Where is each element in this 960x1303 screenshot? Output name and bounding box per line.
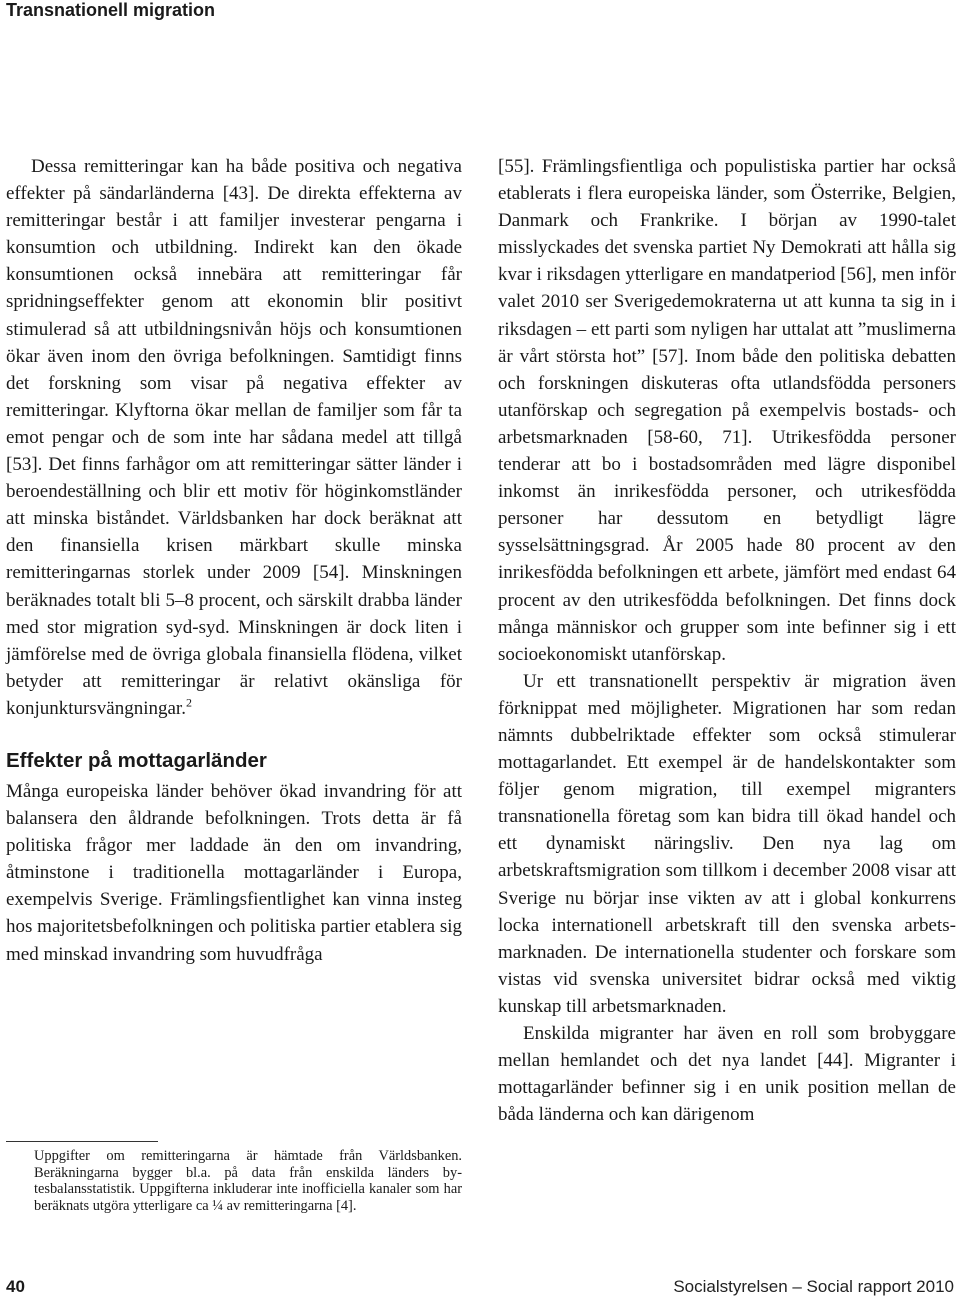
footnote-text: Uppgifter om remitteringarna är hämtade från Världsbanken. Beräkningarna bygger bl.a. på data från enskilda länders bytesbalansstatistik. Uppgifterna inkluderar inte inofficiella kanaler som har beräknats utgöra ytterligare ca ¼ av remitteringarna [4].	[34, 1148, 462, 1214]
footnote	[6, 1148, 462, 1214]
running-header: Transnationell migration	[6, 0, 216, 20]
paragraph: Ur ett transnationellt perspektiv är migration även förknippat med möjligheter. Migrationen har som redan nämnts dubbelriktade effekter som också stimulerar mottagarlandet. Ett exempel är de handelskontakter som följer genom migration, till exempel migranters transnationella företag som kan bidra till ökad handel och ett dynamiskt näringsliv. Den nya lag om arbetskraftsmigration som tillkom i december 2008 visar att Sverige nu börjar inse vikten av att i global konkurrens locka internationell arbetskraft till den svenska arbetsmarknaden. De internationella studenter och forskare som vistas vid svenska universitet bidrar också med viktig kunskap till arbetsmarknaden.	[498, 670, 956, 1017]
right-column	[498, 153, 956, 1128]
paragraph: Enskilda migranter har även en roll som brobyggare mellan hemlandet och det nya landet [44]. Migranter i mottagarländer befinner sig i en unik position mellan de båda länderna och kan därigenom	[498, 1023, 956, 1126]
footnote-number	[6, 1148, 34, 1165]
left-column	[6, 153, 462, 968]
paragraph-text: Dessa remitteringar kan ha både positiva och negativa effekter på sändarländerna [43]. De direkta effekterna av remitteringar består i att familjer investerar pengarna i konsumtion och utbildning. Indirekt kan den ökade konsumtionen också innebära att remitteringar får spridningseffekter genom att ekonomin blir positivt stimulerad så att utbildningsnivån höjs och konsumtionen ökar även inom den övriga befolkningen. Samtidigt finns det forskning som visar på negativa effekter av remitteringar. Klyftorna ökar mellan de familjer som får ta emot pengar och de som inte har sådana medel att tillgå [53]. Det finns farhågor om att remitteringar sätter länder i beroendeställning och blir ett motiv för höginkomstländer att minska biståndet. Världsbanken har dock beräknat att den finansiella krisen märkbart skulle minska remitteringarnas storlek under 2009 [54]. Minskningen beräknades totalt bli 5–8 procent, och särskilt drabba länder med stor migration syd-syd. Minskningen är dock liten i jämförelse med de övriga globala finansiella flödena, vilket betyder att remitteringar är relativt okänsliga för konjunktursvängningar.	[6, 156, 462, 719]
page-number: 40	[6, 1277, 25, 1296]
footnote-divider	[6, 1141, 158, 1142]
footnote-ref: 2	[185, 695, 192, 710]
paragraph: Många europeiska länder behöver ökad invandring för att balansera den åldrande befolkningen. Trots detta är få politiska frågor mer laddade än den om invandring, åtminstone i traditionella mottagarländer i Europa, exempelvis Sverige. Främlingsfientlighet kan vinna insteg hos majoritetsbefolkningen och politiska partier etablera sig med minskad invandring som huvudfråga	[6, 780, 462, 965]
paragraph	[6, 153, 462, 722]
paragraph: [55]. Främlingsfientliga och populistiska partier har också etablerats i flera europeiska länder, som Österrike, Belgien, Danmark och Frankrike. I början av 1990-talet misslyckades det svenska partiet Ny Demokrati att hålla sig kvar i riksdagen ytterligare en mandatperiod [56], men inför valet 2010 ser Sverigedemokraterna ut att kunna ta sig in i riksdagen – ett parti som nyligen har uttalat att ”muslimerna är vårt största hot” [57]. Inom både den politiska debatten och forskningen diskuteras ofta utlandsfödda personers utanförskap och segregation på exempelvis bostads- och arbetsmarknaden [58-60, 71]. Utrikesfödda personer tenderar att bo i bostadsområden med lägre disponibel inkomst än inrikesfödda personer, och utrikesfödda personer har dessutom en betydligt lägre sysselsättningsgrad. År 2005 hade 80 procent av den inrikesfödda befolkningen ett arbete, jämfört med endast 64 procent av den utrikesfödda befolkningen. Det finns dock många människor och grupper som inte befinner sig i ett socioekonomiskt utanförskap.	[498, 156, 956, 665]
publisher-footer: Socialstyrelsen – Social rapport 2010	[673, 1277, 954, 1296]
section-heading: Effekter på mottagarländer	[6, 748, 267, 772]
